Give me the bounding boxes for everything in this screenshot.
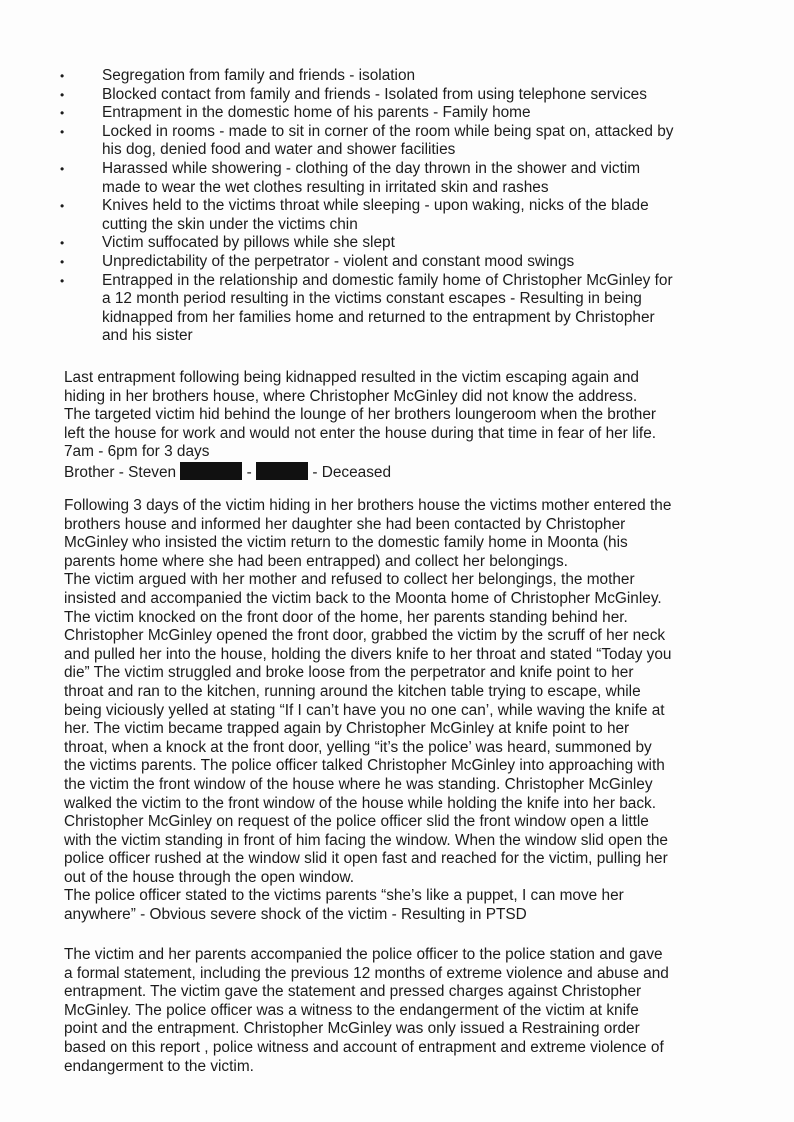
paragraph-line: endangerment to the victim. bbox=[64, 1057, 254, 1075]
paragraph-statement bbox=[64, 946, 754, 1076]
paragraph-line: Following 3 days of the victim hiding in her brothers house the victims mother entered the bbox=[64, 497, 672, 514]
bullet-item bbox=[60, 253, 750, 272]
paragraph-line: police officer rushed at the window slid it open fast and reached for the victim, pulling her bbox=[64, 850, 668, 868]
bullet-item bbox=[60, 86, 750, 105]
bullet-item bbox=[60, 123, 750, 160]
brother-prefix: Brother - Steven bbox=[64, 463, 177, 481]
paragraph-line: hiding in her brothers house, where Christopher McGinley did not know the address. bbox=[64, 387, 638, 405]
bullet-text-line: Entrapped in the relationship and domestic family home of Christopher McGinley for bbox=[102, 271, 673, 289]
paragraph-line: Christopher McGinley on request of the police officer slid the front window open a little bbox=[64, 813, 649, 831]
abuse-bullet-list bbox=[60, 67, 750, 346]
paragraph-line: Last entrapment following being kidnapped resulted in the victim escaping again and bbox=[64, 369, 639, 386]
bullet-dot: • bbox=[60, 106, 65, 121]
bullet-text-line: Unpredictability of the perpetrator - violent and constant mood swings bbox=[102, 252, 575, 270]
bullet-dot: • bbox=[60, 69, 65, 83]
brother-line bbox=[64, 462, 754, 483]
bullet-text-line: Locked in rooms - made to sit in corner of the room while being spat on, attacked by bbox=[102, 122, 674, 140]
paragraph-line: The targeted victim hid behind the lounge of her brothers loungeroom when the brother bbox=[64, 406, 657, 424]
bullet-item bbox=[60, 160, 750, 197]
paragraph-line: walked the victim to the front window of the house while holding the knife into her back. bbox=[64, 794, 657, 812]
paragraph-line: Christopher McGinley opened the front door, grabbed the victim by the scruff of her neck bbox=[64, 627, 666, 645]
bullet-text-line: cutting the skin under the victims chin bbox=[102, 215, 358, 233]
bullet-item bbox=[60, 67, 750, 86]
paragraph-line: point and the entrapment. Christopher McGinley was only issued a Restraining order bbox=[64, 1020, 640, 1038]
paragraph-line: out of the house through the open window. bbox=[64, 868, 355, 886]
bullet-dot: • bbox=[60, 254, 65, 269]
paragraph-line: the victims parents. The police officer talked Christopher McGinley into approaching with bbox=[64, 757, 665, 775]
bullet-text-line: a 12 month period resulting in the victims constant escapes - Resulting in being bbox=[102, 290, 642, 308]
bullet-dot: • bbox=[60, 161, 65, 176]
paragraph-line: anywhere” - Obvious severe shock of the victim - Resulting in PTSD bbox=[64, 906, 527, 924]
redaction-block bbox=[180, 462, 242, 480]
bullet-text-line: Segregation from family and friends - isolation bbox=[102, 67, 416, 84]
bullet-text-line: kidnapped from her families home and returned to the entrapment by Christopher bbox=[102, 308, 655, 326]
paragraph-line: and pulled her into the house, holding the divers knife to her throat and stated “Today you bbox=[64, 645, 672, 663]
bullet-text-line: made to wear the wet clothes resulting in irritated skin and rashes bbox=[102, 178, 549, 196]
paragraph-line: parents home where she had been entrapped) and collect her belongings. bbox=[64, 552, 568, 570]
paragraph-line: a formal statement, including the previous 12 months of extreme violence and abuse and bbox=[64, 964, 669, 982]
paragraph-hiding bbox=[64, 369, 754, 483]
bullet-item bbox=[60, 234, 750, 253]
bullet-item bbox=[60, 197, 750, 234]
bullet-dot: • bbox=[60, 87, 65, 102]
paragraph-line: The victim and her parents accompanied the police officer to the police station and gave bbox=[64, 946, 663, 963]
paragraph-line: entrapment. The victim gave the statement and pressed charges against Christopher bbox=[64, 983, 642, 1001]
paragraph-line: McGinley who insisted the victim return to the domestic family home in Moonta (his bbox=[64, 534, 628, 552]
paragraph-incident bbox=[64, 497, 754, 925]
bullet-dot: • bbox=[60, 124, 65, 139]
paragraph-line: the victim the front window of the house where he was standing. Christopher McGinley bbox=[64, 775, 653, 793]
bullet-item bbox=[60, 104, 750, 123]
paragraph-line: insisted and accompanied the victim back to the Moonta home of Christopher McGinley. bbox=[64, 589, 662, 607]
bullet-text-line: Blocked contact from family and friends - Isolated from using telephone services bbox=[102, 85, 647, 103]
bullet-text-line: Harassed while showering - clothing of the day thrown in the shower and victim bbox=[102, 159, 641, 177]
paragraph-line: brothers house and informed her daughter she had been contacted by Christopher bbox=[64, 515, 626, 533]
paragraph-line: die” The victim struggled and broke loose from the perpetrator and knife point to her bbox=[64, 664, 634, 682]
bullet-text-line: Entrapment in the domestic home of his parents - Family home bbox=[102, 104, 531, 122]
paragraph-line: The victim knocked on the front door of the home, her parents standing behind her. bbox=[64, 608, 628, 626]
paragraph-line: her. The victim became trapped again by Christopher McGinley at knife point to her bbox=[64, 720, 630, 738]
bullet-dot: • bbox=[60, 199, 65, 214]
brother-suffix: - Deceased bbox=[312, 463, 392, 481]
paragraph-line: based on this report , police witness and account of entrapment and extreme violence of bbox=[64, 1038, 664, 1056]
paragraph-line: The victim argued with her mother and refused to collect her belongings, the mother bbox=[64, 571, 635, 589]
bullet-text-line: and his sister bbox=[102, 327, 193, 345]
bullet-text-line: his dog, denied food and water and shower facilities bbox=[102, 141, 456, 159]
paragraph-line: with the victim standing in front of him facing the window. When the window slid open the bbox=[64, 831, 668, 849]
paragraph-line: 7am - 6pm for 3 days bbox=[64, 443, 210, 461]
bullet-text-line: Knives held to the victims throat while sleeping - upon waking, nicks of the blade bbox=[102, 197, 649, 215]
paragraph-line: throat, when a knock at the front door, yelling “it’s the police’ was heard, summoned by bbox=[64, 738, 652, 756]
paragraph-line: The police officer stated to the victims parents “she’s like a puppet, I can move her bbox=[64, 887, 624, 905]
bullet-dot: • bbox=[60, 273, 65, 288]
bullet-text-line: Victim suffocated by pillows while she slept bbox=[102, 234, 395, 252]
paragraph-line: throat and ran to the kitchen, running around the kitchen table trying to escape, while bbox=[64, 682, 641, 700]
redaction-block bbox=[256, 462, 308, 480]
brother-dash: - bbox=[246, 463, 252, 481]
bullet-item bbox=[60, 272, 750, 346]
paragraph-line: being viciously yelled at stating “If I can’t have you no one can’, while waving the knife at bbox=[64, 701, 665, 719]
bullet-dot: • bbox=[60, 236, 65, 251]
paragraph-line: left the house for work and would not enter the house during that time in fear of her life. bbox=[64, 424, 657, 442]
paragraph-line: McGinley. The police officer was a witness to the endangerment of the victim at knife bbox=[64, 1001, 639, 1019]
